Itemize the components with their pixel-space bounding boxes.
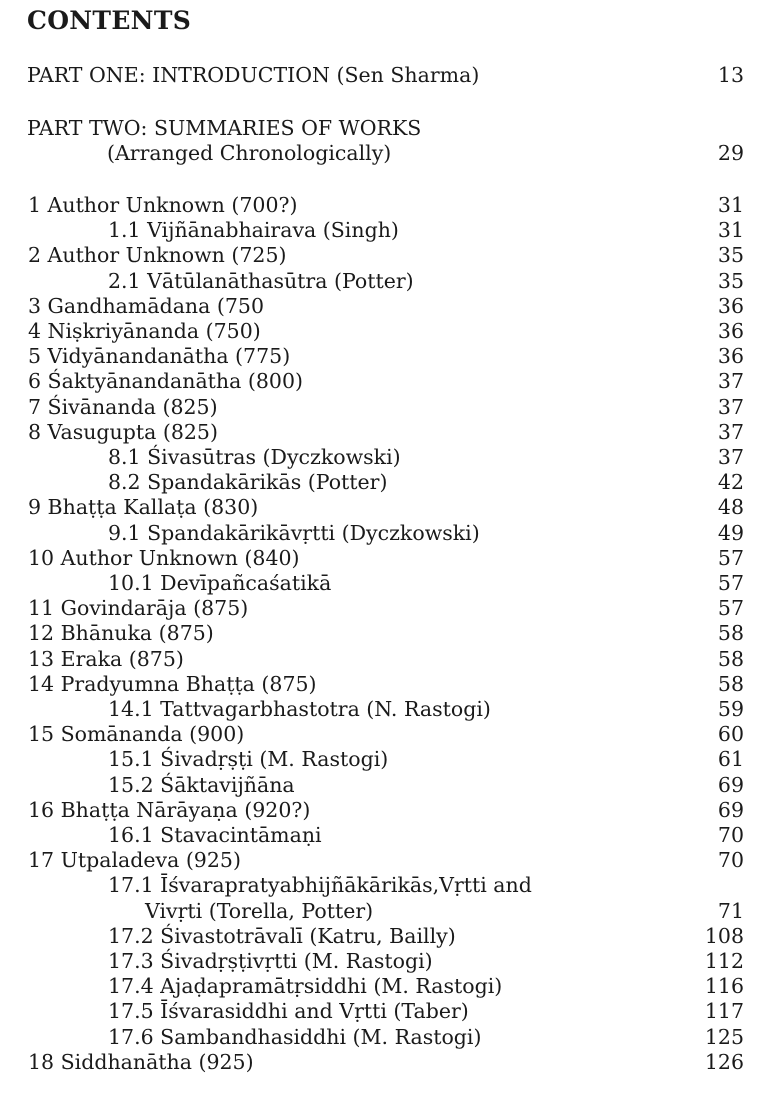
page-number: 35	[717, 268, 744, 293]
entry-title: 15 Somānanda (900)	[28, 722, 245, 747]
entry-title: 8.1 Śivasūtras (Dyczkowski)	[108, 445, 401, 469]
toc-entry	[0, 798, 780, 823]
entry-title: 9 Bhaṭṭa Kallaṭa (830)	[28, 495, 259, 520]
toc-entry	[0, 949, 780, 974]
entry-title: 14.1 Tattvagarbhastotra (N. Rastogi)	[108, 697, 491, 721]
entry-title: 8.2 Spandakārikās (Potter)	[108, 470, 388, 495]
part-title: PART TWO: SUMMARIES OF WORKS	[27, 116, 422, 140]
page-number: 48	[717, 495, 744, 520]
entry-title: 13 Eraka (875)	[28, 646, 184, 671]
page-number: 36	[717, 344, 744, 369]
page-number: 116	[704, 974, 744, 999]
entry-title: 16.1 Stavacintāmaṇi	[108, 823, 322, 847]
toc-entry	[0, 596, 780, 621]
toc-entry	[0, 672, 780, 697]
toc-entry	[0, 924, 780, 949]
entry-title: 15.1 Śivadṛṣṭi (M. Rastogi)	[108, 747, 389, 772]
entry-title: 17.1 Īśvarapratyabhijñākārikās,Vṛtti and	[108, 873, 532, 898]
entry-title: 1.1 Vijñānabhairava (Singh)	[108, 218, 399, 243]
entry-title: 14 Pradyumna Bhaṭṭa (875)	[28, 671, 317, 696]
page-number: 126	[704, 1049, 744, 1074]
toc-entry	[0, 193, 780, 218]
entry-title: 15.2 Śāktavijñāna	[108, 772, 295, 797]
entry-title: 9.1 Spandakārikāvṛtti (Dyczkowski)	[108, 520, 480, 545]
toc-entry	[0, 571, 780, 596]
entry-title: 2.1 Vātūlanāthasūtra (Potter)	[108, 268, 414, 293]
page-number: 36	[717, 319, 744, 343]
toc-entry	[0, 747, 780, 772]
page-number: 57	[717, 596, 744, 621]
toc-entry	[0, 369, 780, 394]
entry-title: 17 Utpaladeva (925)	[28, 848, 241, 873]
page-number: 61	[717, 747, 744, 772]
page-number: 59	[717, 697, 744, 721]
page-number: 58	[717, 671, 744, 696]
toc-entry	[0, 848, 780, 873]
toc-entry	[0, 899, 780, 924]
entry-title: 17.6 Sambandhasiddhi (M. Rastogi)	[108, 1024, 482, 1049]
toc-entry	[0, 1025, 780, 1050]
entry-title: 8 Vasugupta (825)	[28, 419, 218, 444]
entry-title: 1 Author Unknown (700?)	[28, 193, 298, 217]
toc-entry	[0, 974, 780, 999]
toc-entry	[0, 294, 780, 319]
entry-title: 2 Author Unknown (725)	[28, 243, 287, 268]
entry-title: 12 Bhānuka (875)	[28, 621, 214, 646]
contents-heading: CONTENTS	[27, 6, 192, 35]
page-number: 37	[717, 369, 744, 394]
toc-entry	[0, 521, 780, 546]
entry-title: 17.4 Ajaḍapramātṛsiddhi (M. Rastogi)	[108, 974, 503, 999]
toc-entry	[0, 445, 780, 470]
page-number: 58	[717, 621, 744, 646]
toc-entry	[0, 319, 780, 344]
toc-entry	[0, 243, 780, 268]
page-number: 70	[717, 848, 744, 873]
page-number: 69	[717, 772, 744, 797]
toc-entry	[0, 999, 780, 1024]
page-number: 57	[717, 571, 744, 595]
page-number: 29	[717, 141, 744, 165]
entry-title: 18 Siddhanātha (925)	[28, 1049, 254, 1074]
toc-entry	[0, 218, 780, 243]
toc-entry	[0, 395, 780, 420]
page-number: 35	[717, 243, 744, 268]
page-number: 37	[717, 394, 744, 419]
page-number: 37	[717, 445, 744, 469]
entry-title: 17.3 Śivadṛṣṭivṛtti (M. Rastogi)	[108, 949, 433, 973]
toc-entry	[0, 647, 780, 672]
entry-title: 4 Niṣkriyānanda (750)	[28, 319, 261, 343]
page-number: 13	[717, 63, 744, 87]
toc-part-one	[0, 63, 780, 88]
page-number: 70	[717, 823, 744, 847]
entry-title: 3 Gandhamādana (750	[28, 293, 264, 318]
entry-title: 16 Bhaṭṭa Nārāyaṇa (920?)	[28, 797, 311, 822]
entry-title: 10.1 Devīpañcaśatikā	[108, 571, 332, 595]
page-number: 42	[717, 470, 744, 495]
page-number: 57	[717, 545, 744, 570]
entry-title: 6 Śaktyānandanātha (800)	[28, 369, 303, 394]
page-number: 108	[704, 923, 744, 948]
toc-entry	[0, 495, 780, 520]
page-number: 125	[704, 1024, 744, 1049]
entry-title: 17.5 Īśvarasiddhi and Vṛtti (Taber)	[108, 999, 469, 1024]
toc-entry	[0, 269, 780, 294]
toc-entry	[0, 470, 780, 495]
entry-title: 7 Śivānanda (825)	[28, 394, 218, 419]
toc-entry	[0, 344, 780, 369]
toc-part-two-sub	[0, 141, 780, 166]
toc-entry	[0, 773, 780, 798]
page-number: 117	[704, 999, 744, 1024]
toc-entry	[0, 546, 780, 571]
page-number: 36	[717, 293, 744, 318]
part-title: PART ONE: INTRODUCTION (Sen Sharma)	[27, 63, 480, 87]
toc-entry	[0, 1050, 780, 1075]
toc-entry	[0, 823, 780, 848]
page-number: 112	[704, 949, 744, 973]
toc-entry	[0, 697, 780, 722]
page-number: 31	[717, 193, 744, 217]
page-number: 71	[717, 898, 744, 923]
page-number: 69	[717, 797, 744, 822]
toc-part-two	[0, 116, 780, 141]
toc-entry	[0, 420, 780, 445]
page-number: 31	[717, 218, 744, 243]
entry-title: 11 Govindarāja (875)	[28, 596, 249, 621]
entry-title: 17.2 Śivastotrāvalī (Katru, Bailly)	[108, 923, 456, 948]
entry-title: Vivṛti (Torella, Potter)	[145, 898, 374, 923]
toc-entry	[0, 873, 780, 898]
part-subtitle: (Arranged Chronologically)	[107, 141, 392, 165]
toc-entry	[0, 621, 780, 646]
page-number: 58	[717, 646, 744, 671]
toc-entry	[0, 722, 780, 747]
entry-title: 10 Author Unknown (840)	[28, 545, 300, 570]
entry-title: 5 Vidyānandanātha (775)	[28, 344, 291, 369]
page-number: 49	[717, 520, 744, 545]
page-number: 60	[717, 722, 744, 747]
page-number: 37	[717, 419, 744, 444]
